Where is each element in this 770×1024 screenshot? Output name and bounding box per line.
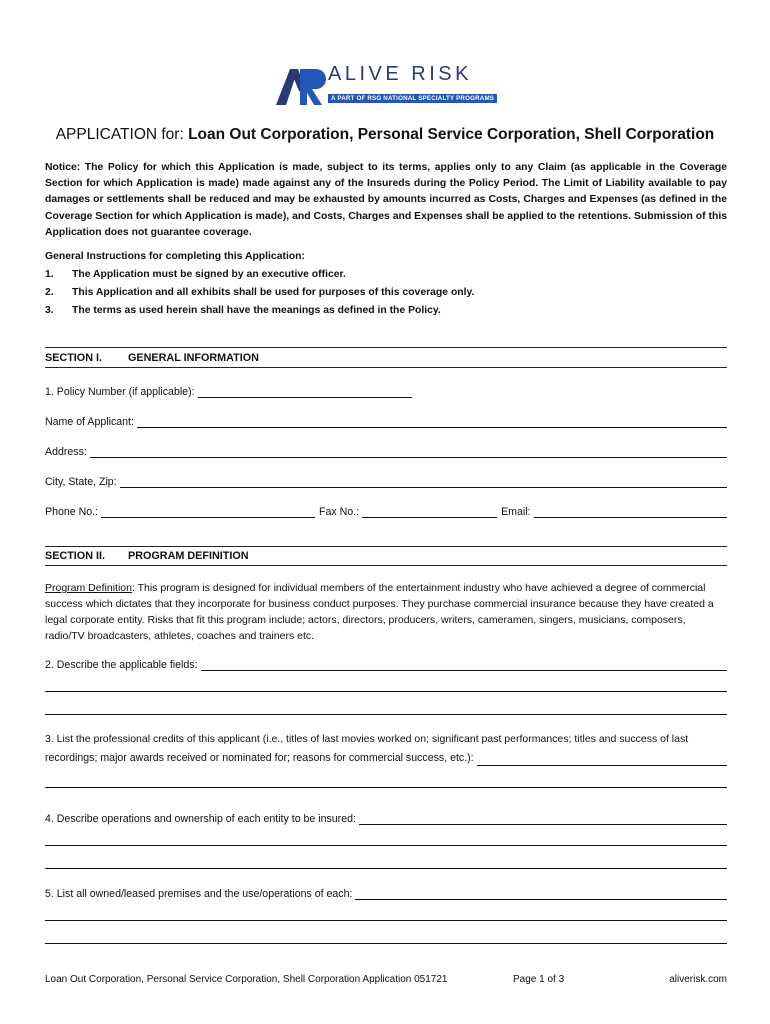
email-field[interactable] [534, 504, 728, 518]
section-1-title: GENERAL INFORMATION [128, 352, 259, 364]
question-2-row [45, 657, 727, 671]
instruction-number: 3. [45, 305, 54, 316]
fax-label: Fax No.: [319, 506, 360, 518]
question-2-field[interactable] [201, 657, 727, 671]
address-row [45, 444, 727, 458]
instruction-text: The Application must be signed by an executive officer. [72, 269, 346, 280]
city-state-zip-row [45, 474, 727, 488]
program-definition [45, 580, 727, 644]
policy-number-row [45, 384, 412, 398]
question-3-field[interactable] [477, 752, 727, 766]
question-5-field[interactable] [355, 886, 727, 900]
question-3-label-line2: recordings; major awards received or nominated for; reasons for commercial success, etc.): [45, 752, 474, 764]
section-1-label: SECTION I. [45, 352, 102, 364]
section-divider [45, 565, 727, 566]
title-prefix: APPLICATION for: [55, 126, 189, 143]
answer-line[interactable] [45, 714, 727, 715]
applicant-name-field[interactable] [137, 414, 727, 428]
address-field[interactable] [90, 444, 727, 458]
instruction-item [45, 284, 727, 302]
section-1-header [45, 352, 259, 364]
answer-line[interactable] [45, 868, 727, 869]
answer-line[interactable] [45, 691, 727, 692]
general-instructions [45, 248, 727, 320]
general-instructions-heading: General Instructions for completing this Application: [45, 251, 305, 262]
instruction-number: 1. [45, 269, 54, 280]
section-2-title: PROGRAM DEFINITION [128, 550, 249, 562]
question-3-row [45, 731, 727, 766]
ar-logo-icon [276, 67, 328, 107]
question-2-label: 2. Describe the applicable fields: [45, 659, 198, 671]
instruction-item [45, 266, 727, 284]
question-4-row [45, 811, 727, 825]
instruction-text: This Application and all exhibits shall be used for purposes of this coverage only. [72, 287, 475, 298]
footer-page-number: Page 1 of 3 [513, 974, 565, 985]
question-5-row [45, 886, 727, 900]
question-3-label-line1: 3. List the professional credits of this applicant (i.e., titles of last movies worked on; significant past performances; titles and success of last [45, 733, 689, 745]
city-state-zip-field[interactable] [120, 474, 727, 488]
instruction-number: 2. [45, 287, 54, 298]
answer-line[interactable] [45, 943, 727, 944]
notice-text: Notice: The Policy for which this Application is made, subject to its terms, applies only to any Claim (as applicable in the Coverage Section for which Application is made) made against any of the Insureds during the Policy Period. The Limit of Liability available to pay damages or settlements shall be reduced and may be exhausted by amounts incurred as Costs, Charges and Expenses (as defined in the Coverage Section for which Application is made), and Costs, Charges and Expenses shall be applied to the retentions. Submission of this Application does not guarantee coverage. [45, 162, 727, 238]
footer-website: aliverisk.com [669, 974, 727, 985]
question-5-label: 5. List all owned/leased premises and the use/operations of each: [45, 888, 353, 900]
policy-number-label: 1. Policy Number (if applicable): [45, 386, 195, 398]
contact-row [45, 504, 727, 518]
answer-line[interactable] [45, 920, 727, 921]
page-title [0, 126, 770, 144]
section-divider [45, 347, 727, 348]
instruction-item [45, 302, 727, 320]
applicant-name-label: Name of Applicant: [45, 416, 134, 428]
title-coverage: Loan Out Corporation, Personal Service Corporation, Shell Corporation [188, 126, 715, 143]
alive-risk-logo [276, 63, 506, 107]
question-4-label: 4. Describe operations and ownership of each entity to be insured: [45, 813, 356, 825]
footer-document-name: Loan Out Corporation, Personal Service Corporation, Shell Corporation Application 051721 [45, 974, 448, 985]
instruction-text: The terms as used herein shall have the meanings as defined in the Policy. [72, 305, 441, 316]
applicant-name-row [45, 414, 727, 428]
answer-line[interactable] [45, 787, 727, 788]
email-label: Email: [501, 506, 531, 518]
city-state-zip-label: City, State, Zip: [45, 476, 117, 488]
phone-label: Phone No.: [45, 506, 99, 518]
section-divider [45, 546, 727, 547]
policy-number-field[interactable] [198, 384, 412, 398]
logo-brand-text: ALIVE RISK [328, 63, 472, 85]
question-4-field[interactable] [359, 811, 727, 825]
section-2-header [45, 550, 249, 562]
phone-field[interactable] [101, 504, 315, 518]
fax-field[interactable] [362, 504, 497, 518]
program-definition-label: Program Definition [45, 582, 132, 594]
program-definition-text: : This program is designed for individual members of the entertainment industry who have achieved a degree of commercial success which dictates that they incorporate for business conduct purposes. They purchase commercial insurance because they have created a legal corporate entity. Risks that fit this program include; actors, directors, producers, writers, cameramen, singers, musicians, composers, radio/TV broadcasters, athletes, coaches and trainers etc. [45, 582, 714, 642]
question-3-line2-row [45, 750, 727, 766]
answer-line[interactable] [45, 845, 727, 846]
address-label: Address: [45, 446, 87, 458]
logo-tagline: A PART OF RSG NATIONAL SPECIALTY PROGRAMS [328, 94, 497, 103]
section-2-label: SECTION II. [45, 550, 105, 562]
section-divider [45, 367, 727, 368]
